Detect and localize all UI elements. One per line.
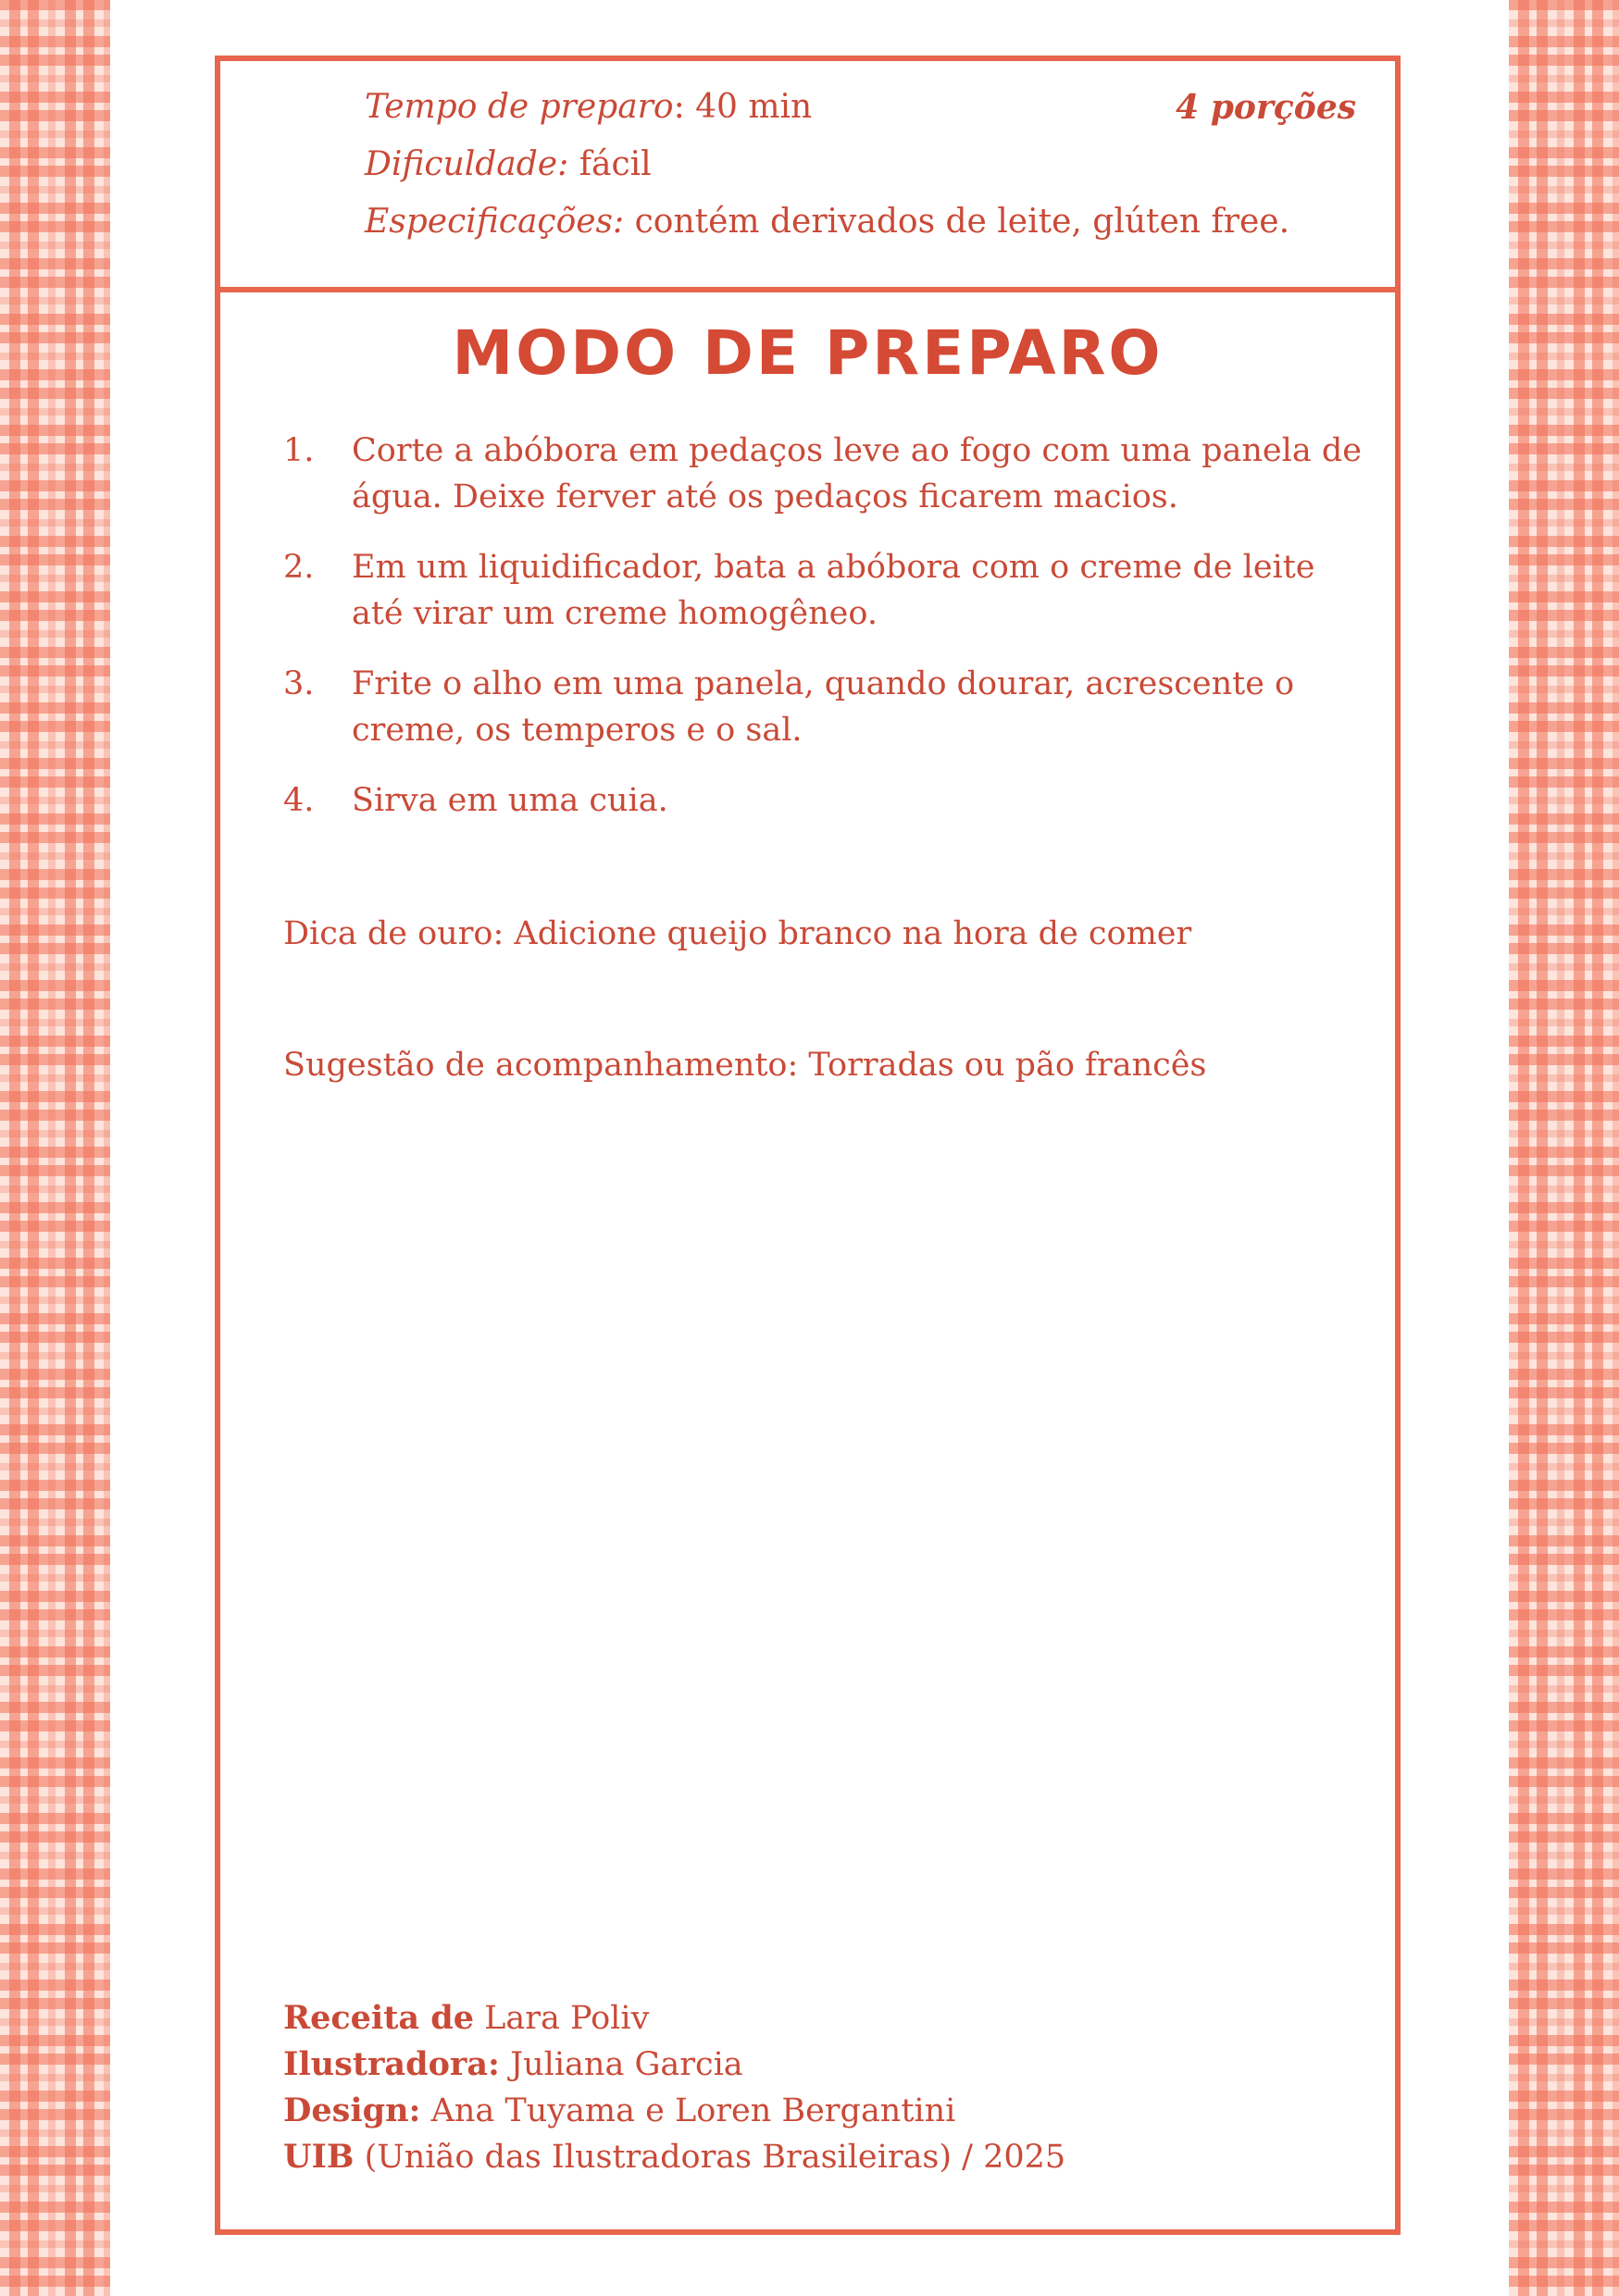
difficulty-label: Dificuldade: xyxy=(365,145,569,183)
credit-recipe-value: Lara Poliv xyxy=(474,2000,650,2037)
section-title: MODO DE PREPARO xyxy=(452,317,1164,389)
recipe-info-box xyxy=(220,61,1395,292)
credit-organization-label: UIB xyxy=(283,2138,355,2176)
step-text: Em um liquidificador, bata a abóbora com o creme de leite até virar um creme homogêneo. xyxy=(352,549,1315,632)
step-item xyxy=(283,544,1366,637)
credit-design-value: Ana Tuyama e Loren Bergantini xyxy=(420,2092,956,2129)
difficulty xyxy=(365,143,652,187)
step-item xyxy=(283,777,1366,824)
specifications-label: Especificações: xyxy=(365,203,625,241)
credit-illustrator-label: Ilustradora: xyxy=(283,2045,500,2083)
step-text: Sirva em uma cuia. xyxy=(352,782,668,819)
prep-time xyxy=(365,85,812,130)
steps-list xyxy=(283,428,1366,848)
step-item xyxy=(283,661,1366,753)
plaid-border-right xyxy=(1509,0,1619,2296)
credit-illustrator xyxy=(283,2042,1065,2088)
step-text: Frite o alho em uma panela, quando dourar, acrescente o creme, os temperos e o sal. xyxy=(352,665,1295,749)
step-item xyxy=(283,428,1366,520)
step-number: 1. xyxy=(283,432,315,469)
credit-design-label: Design: xyxy=(283,2091,421,2129)
step-number: 4. xyxy=(283,782,315,819)
credits xyxy=(283,1995,1065,2180)
gold-tip: Dica de ouro: Adicione queijo branco na hora de comer xyxy=(283,915,1192,952)
step-text: Corte a abóbora em pedaços leve ao fogo com uma panela de água. Deixe ferver até os pedaços ficarem macios. xyxy=(352,432,1362,515)
serving-suggestion: Sugestão de acompanhamento: Torradas ou pão francês xyxy=(283,1047,1207,1084)
prep-time-label: Tempo de preparo xyxy=(365,88,674,126)
specifications xyxy=(365,200,1289,244)
specifications-value: contém derivados de leite, glúten free. xyxy=(624,203,1290,241)
step-number: 2. xyxy=(283,549,315,586)
difficulty-value: fácil xyxy=(568,145,652,183)
credit-recipe-label: Receita de xyxy=(283,1999,475,2037)
prep-time-value: : 40 min xyxy=(673,88,813,126)
credit-organization-value: (União das Ilustradoras Brasileiras) / 2025 xyxy=(354,2139,1066,2176)
portions: 4 porções xyxy=(1176,88,1356,127)
credit-organization xyxy=(283,2134,1065,2180)
recipe-card xyxy=(215,56,1401,2235)
credit-design xyxy=(283,2088,1065,2134)
credit-illustrator-value: Juliana Garcia xyxy=(499,2046,743,2083)
plaid-border-left xyxy=(0,0,110,2296)
credit-recipe xyxy=(283,1995,1065,2042)
step-number: 3. xyxy=(283,665,315,702)
